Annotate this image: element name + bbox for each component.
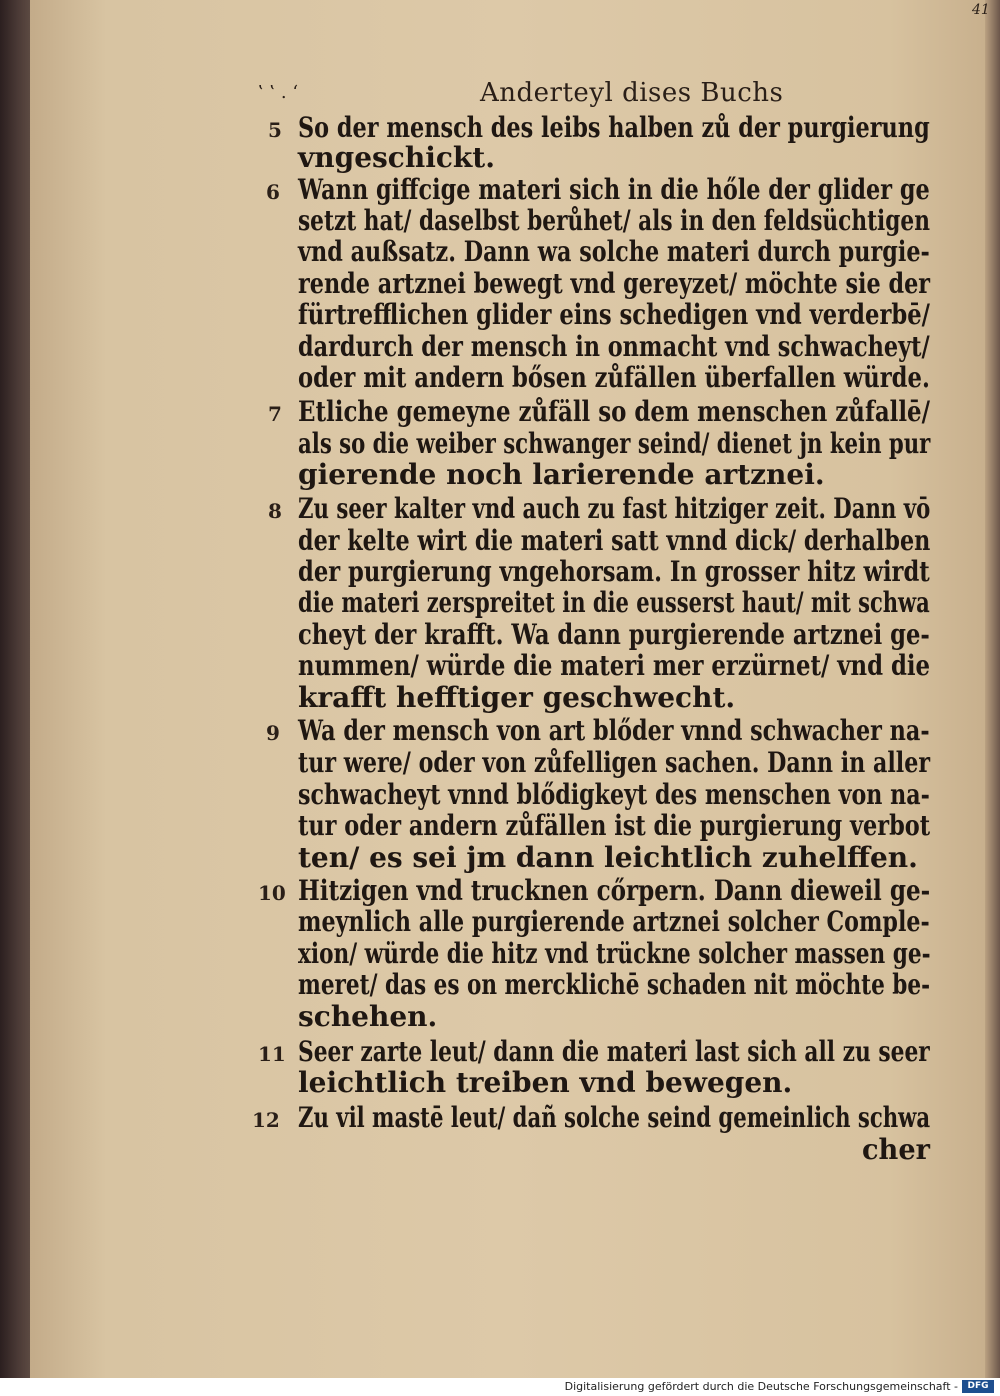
page-edge (985, 0, 1000, 1378)
item-number: 10 (258, 881, 286, 905)
text-line: cher (862, 1133, 930, 1166)
text-line: Hitzigen vnd trucknen cőrpern. Dann dieweil ge- (298, 874, 931, 907)
margin-marks: ‛ ‛ . ‘ (258, 82, 299, 103)
item-number: 7 (268, 402, 282, 426)
text-line: meret/ das es on mercklichē schaden nit möchte be- (298, 968, 931, 1001)
text-line: als so die weiber schwanger seind/ dienet jn kein pur (298, 427, 931, 460)
text-line: xion/ würde die hitz vnd trückne solcher massen ge- (298, 937, 931, 970)
text-line: vnd außsatz. Dann wa solche materi durch purgie- (298, 235, 930, 268)
text-line: Zu seer kalter vnd auch zu fast hitziger zeit. Dann vō (298, 492, 931, 525)
text-line: meynlich alle purgierende artznei solcher Comple- (298, 905, 930, 938)
running-header: Anderteyl dises Buchs (480, 78, 784, 108)
text-line: Seer zarte leut/ dann die materi last sich all zu seer (298, 1035, 930, 1068)
text-line: die materi zerspreitet in die eusserst haut/ mit schwa (298, 586, 930, 619)
text-line: Zu vil mastē leut/ dañ solche seind gemeinlich schwa (298, 1101, 931, 1134)
folio-number: 41 (972, 2, 990, 18)
text-line: tur were/ oder von zůfelligen sachen. Dann in aller (298, 746, 931, 779)
text-line: tur oder andern zůfällen ist die purgierung verbot (298, 809, 931, 842)
text-line: schwacheyt vnnd blődigkeyt des menschen von na- (298, 778, 930, 811)
text-line: So der mensch des leibs halben zů der purgierung (298, 111, 930, 144)
text-line: ten/ es sei jm dann leichtlich zuhelffen. (298, 841, 918, 874)
item-number: 9 (266, 721, 280, 745)
text-line: Etliche gemeyne zůfäll so dem menschen zůfallē/ (298, 395, 931, 428)
text-line: vngeschickt. (298, 141, 495, 174)
text-line: schehen. (298, 1000, 438, 1033)
item-number: 8 (268, 499, 282, 523)
item-number: 12 (252, 1108, 280, 1132)
text-line: setzt hat/ daselbst berůhet/ als in den feldsüchtigen (298, 204, 930, 237)
item-number: 5 (268, 118, 282, 142)
footer-credit: Digitalisierung gefördert durch die Deutsche Forschungsgemeinschaft - (564, 1380, 958, 1393)
text-line: fürtrefflichen glider eins schedigen vnd verderbē/ (298, 298, 930, 331)
item-number: 11 (258, 1042, 286, 1066)
text-line: krafft hefftiger geschwecht. (298, 681, 736, 714)
text-line: nummen/ würde die materi mer erzürnet/ vnd die (298, 649, 931, 682)
dfg-logo: DFG (962, 1380, 994, 1393)
text-line: Wa der mensch von art blőder vnnd schwacher na- (298, 714, 930, 747)
text-line: cheyt der krafft. Wa dann purgierende artznei ge- (298, 618, 930, 651)
text-line: der kelte wirt die materi satt vnnd dick/ derhalben (298, 524, 931, 557)
text-line: dardurch der mensch in onmacht vnd schwacheyt/ (298, 330, 930, 363)
text-line: der purgierung vngehorsam. In grosser hitz wirdt (298, 555, 930, 588)
text-line: gierende noch larierende artznei. (298, 458, 825, 491)
text-line: oder mit andern bősen zůfällen überfallen würde. (298, 361, 930, 394)
text-line: Wann giffcige materi sich in die hőle der glider ge (298, 173, 930, 206)
item-number: 6 (266, 180, 280, 204)
text-line: rende artznei bewegt vnd gereyzet/ möchte sie der (298, 267, 931, 300)
page-gutter (0, 0, 30, 1378)
text-line: leichtlich treiben vnd bewegen. (298, 1066, 793, 1099)
